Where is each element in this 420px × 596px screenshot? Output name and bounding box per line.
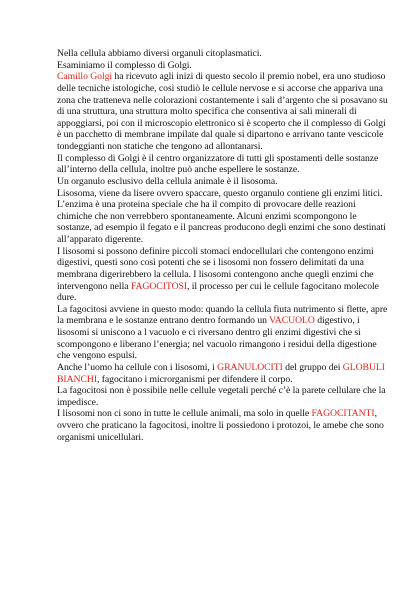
paragraph: [57, 176, 391, 188]
text-segment: digestivo, i lisosomi si uniscono a l vacuolo e ci riversano dentro gli enzimi digestivi che si scompongono e liberano l’energia; nel vacuolo rimangono i residui della digestione che vengono espulsi.: [57, 315, 377, 362]
text-segment: I lisosomi non ci sono in tutte le cellule animali, ma solo in quelle: [57, 408, 312, 420]
highlighted-term: FAGOCITANTI: [311, 408, 375, 420]
paragraph: [57, 362, 391, 385]
text-segment: Un organulo esclusivo della cellula animale è il lisosoma.: [57, 175, 278, 187]
paragraph: [57, 408, 391, 443]
text-segment: La fagocitosi avviene in questo modo: quando la cellula fiuta nutrimento si flette, apre la membrana e le sostanze entrano dentro formando un: [57, 303, 388, 327]
text-segment: , ovvero che praticano la fagocitosi, inoltre li possiedono i protozoi, le amebe che sono organismi unicellulari.: [57, 408, 384, 443]
highlighted-term: Camillo Golgi: [57, 71, 113, 83]
highlighted-term: GRANULOCITI: [217, 361, 283, 373]
text-segment: I lisosomi si possono definire piccoli stomaci endocellulari che contengono enzimi digestivi, questi sono così potenti che se i lisosomi non fossero delimitati da una membrana digerirebbero la cellula. I lisosomi contengono anche quegli enzimi che intervengono nella: [57, 245, 374, 292]
highlighted-term: FAGOCITOSI: [130, 280, 188, 292]
paragraph: [57, 48, 391, 60]
paragraph: [57, 71, 391, 152]
text-segment: ha ricevuto agli inizi di questo secolo il premio nobel, era uno studioso delle tecniche istologiche, così studiò le cellule nervose e si accorse che appariva una zona che tratteneva nelle colorazioni costantemente i sali d’argento che si posavano su di una struttura, una struttura molto specifica che consentiva ai sali minerali di appoggiarsi, poi con il microscopio elettronico si è scoperto che il complesso di Golgi è un pacchetto di membrane impilate dal quale si dipartono e arrivano tante vescicole tondeggianti non statiche che tengono ad allontanarsi.: [57, 71, 388, 152]
text-segment: , fagocitano i microrganismi per difendere il corpo.: [97, 373, 293, 385]
text-segment: Nella cellula abbiamo diversi organuli citoplasmatici.: [57, 48, 262, 59]
paragraph: [57, 60, 391, 72]
paragraph: [57, 153, 391, 176]
document-body: [57, 48, 391, 443]
paragraph: [57, 246, 391, 304]
text-segment: Esaminiamo il complesso di Golgi.: [57, 59, 192, 71]
highlighted-term: VACUOLO: [269, 315, 315, 327]
paragraph: [57, 385, 391, 408]
text-segment: , il processo per cui le cellule fagocitano molecole dure.: [57, 280, 379, 304]
paragraph: [57, 188, 391, 246]
text-segment: La fagocitosi non è possibile nelle cellule vegetali perché c’è la parete cellulare che la impedisce.: [57, 385, 386, 408]
text-segment: Anche l’uomo ha cellule con i lisosomi, i: [57, 361, 218, 373]
text-segment: Il complesso di Golgi è il centro organizzatore di tutti gli spostamenti delle sostanze all’interno della cellula, inoltre può anche espellere le sostanze.: [57, 152, 379, 176]
highlighted-term: GLOBULI BIANCHI: [57, 361, 385, 385]
text-segment: Lisosoma, viene da lisere ovvero spaccare, questo organulo contiene gli enzimi litici. L’enzima è una proteina speciale che ha il compito di provocare delle reazioni chimiche che non verrebbero spontaneamente. Alcuni enzimi scompongono le sostanze, ad esempio il fegato e il pancreas producono degli enzimi che sono destinati all’apparato digerente.: [57, 187, 386, 245]
paragraph: [57, 304, 391, 362]
text-segment: del gruppo dei: [282, 361, 343, 373]
